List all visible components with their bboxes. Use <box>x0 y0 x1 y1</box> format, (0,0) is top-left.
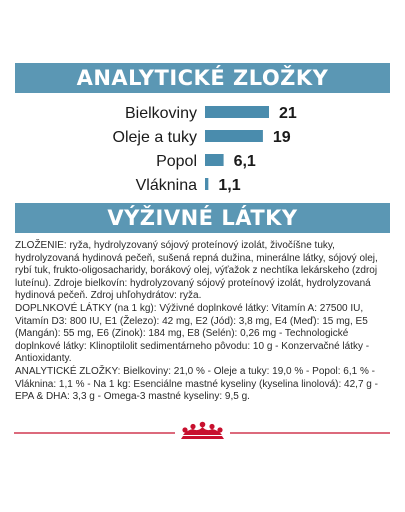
product-composition-text <box>15 240 389 404</box>
value-label: 1,1 <box>218 177 241 194</box>
value-label: 6,1 <box>233 153 256 170</box>
bar <box>205 154 224 166</box>
category-label: Bielkoviny <box>124 105 197 122</box>
category-label: Oleje a tuky <box>112 129 197 146</box>
value-label: 19 <box>272 129 291 146</box>
analytical-components-chart <box>15 98 390 194</box>
bar <box>205 130 263 142</box>
value-label: 21 <box>279 105 297 122</box>
category-label: Vláknina <box>135 177 197 194</box>
composition-paragraph: ZLOŽENIE: ryža, hydrolyzovaný sójový proteínový izolát, živočíšne tuky, hydrolyzovaná hydinová pečeň, sušená repná dužina, minerálne látky, sójový olej, rybí tuk, frukto-oligosacharidy, borákový olej, výťažok z nechtíka lekárskeho (zdroj luteínu). Zdroje bielkovín: hydrolyzovaný sójový proteínový izolát, hydrolyzovaná hydinová pečeň. Zdroj uhľohydrátov: ryža. <box>15 240 378 302</box>
brand-footer <box>0 416 405 446</box>
nutritional-substances-title: VÝŽIVNÉ LÁTKY <box>107 206 298 230</box>
bar <box>205 106 269 118</box>
analytical-paragraph: ANALYTICKÉ ZLOŽKY: Bielkoviny: 21,0 % - Oleje a tuky: 19,0 % - Popol: 6,1 % - Vláknina: 1,1 % - Na 1 kg: Esenciálne mastné kyseliny (kyselina linolová): 42,7 g - EPA & DHA: 3,3 g - Omega-3 mastné kyseliny: 9,5 g. <box>15 365 378 403</box>
analytical-components-banner <box>15 63 390 93</box>
bar <box>205 178 208 190</box>
additives-paragraph: DOPLNKOVÉ LÁTKY (na 1 kg): Výživné doplnkové látky: Vitamín A: 27500 IU, Vitamín D3: 800 IU, E1 (Železo): 42 mg, E2 (Jód): 3,8 mg, E4 (Meď): 15 mg, E5 (Mangán): 55 mg, E6 (Zinok): 184 mg, E8 (Selén): 0,26 mg - Technologické doplnkové látky: Klinoptilolit sedimentárneho pôvodu: 10 g - Konzervačné látky - Antioxidanty. <box>15 302 370 365</box>
nutritional-substances-banner <box>15 203 390 233</box>
category-label: Popol <box>156 153 197 170</box>
royal-canin-crown-icon <box>181 422 224 439</box>
analytical-components-title: ANALYTICKÉ ZLOŽKY <box>76 66 329 90</box>
